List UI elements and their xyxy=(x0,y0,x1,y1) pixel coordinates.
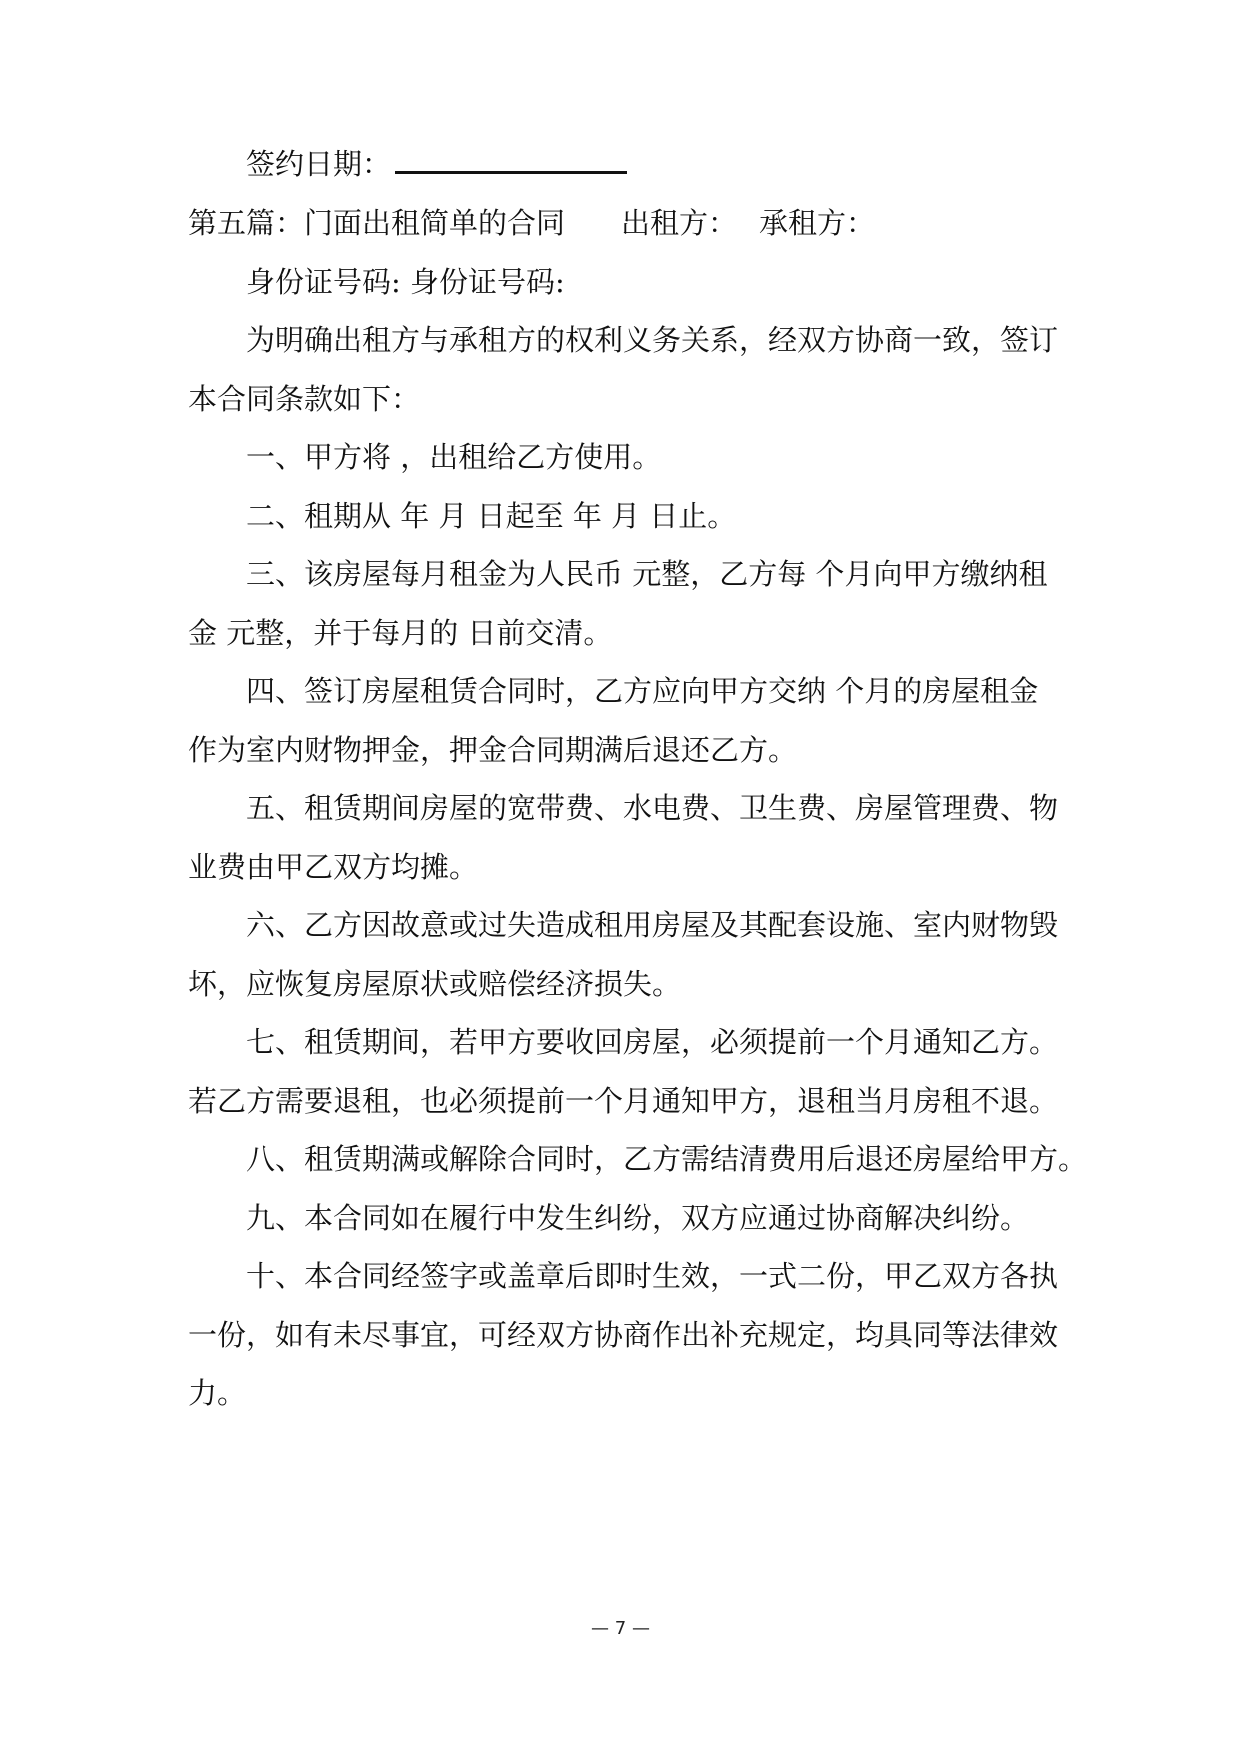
paragraph-line: 四、签订房屋租赁合同时，乙方应向甲方交纳 个月的房屋租金 xyxy=(246,674,1039,708)
lessor-label: 出租方： xyxy=(621,206,738,240)
paragraph-line: 金 元整，并于每月的 日前交清。 xyxy=(188,616,613,650)
paragraph-line: 六、乙方因故意或过失造成租用房屋及其配套设施、室内财物毁 xyxy=(246,908,1059,942)
paragraph-line: 本合同条款如下： xyxy=(188,382,421,416)
section-title-line xyxy=(188,203,1241,243)
paragraph-line: 一份，如有未尽事宜，可经双方协商作出补充规定，均具同等法律效 xyxy=(188,1318,1059,1352)
paragraph-line: 若乙方需要退租，也必须提前一个月通知甲方，退租当月房租不退。 xyxy=(188,1084,1059,1118)
paragraph-line: 八、租赁期满或解除合同时，乙方需结清费用后退还房屋给甲方。 xyxy=(246,1142,1088,1176)
paragraph-line: 三、该房屋每月租金为人民币 元整，乙方每 个月向甲方缴纳租 xyxy=(246,557,1048,591)
paragraph-line: 十、本合同经签字或盖章后即时生效，一式二份，甲乙双方各执 xyxy=(246,1259,1059,1293)
signing-date-blank xyxy=(395,145,627,174)
paragraph-line: 二、租期从 年 月 日起至 年 月 日止。 xyxy=(246,499,737,533)
paragraph-line: 作为室内财物押金，押金合同期满后退还乙方。 xyxy=(188,733,798,767)
page-number: — 7 — xyxy=(591,1618,650,1639)
paragraph-line: 七、租赁期间，若甲方要收回房屋，必须提前一个月通知乙方。 xyxy=(246,1025,1059,1059)
paragraph-line: 一、甲方将 ，出租给乙方使用。 xyxy=(246,440,662,474)
paragraph-line: 力。 xyxy=(188,1376,247,1410)
lessee-label: 承租方： xyxy=(759,206,876,240)
paragraph-line: 五、租赁期间房屋的宽带费、水电费、卫生费、房屋管理费、物 xyxy=(246,791,1059,825)
paragraph-line: 九、本合同如在履行中发生纠纷，双方应通过协商解决纠纷。 xyxy=(246,1201,1030,1235)
paragraph-line: 为明确出租方与承租方的权利义务关系，经双方协商一致，签订 xyxy=(246,323,1059,357)
signing-date-label: 签约日期： xyxy=(246,147,392,181)
paragraph-line: 业费由甲乙双方均摊。 xyxy=(188,850,479,884)
section-title: 第五篇：门面出租简单的合同 xyxy=(188,206,566,240)
id-number-line: 身份证号码: 身份证号码: xyxy=(246,265,565,299)
paragraph-line: 坏，应恢复房屋原状或赔偿经济损失。 xyxy=(188,967,682,1001)
signing-date-line xyxy=(246,144,1241,184)
